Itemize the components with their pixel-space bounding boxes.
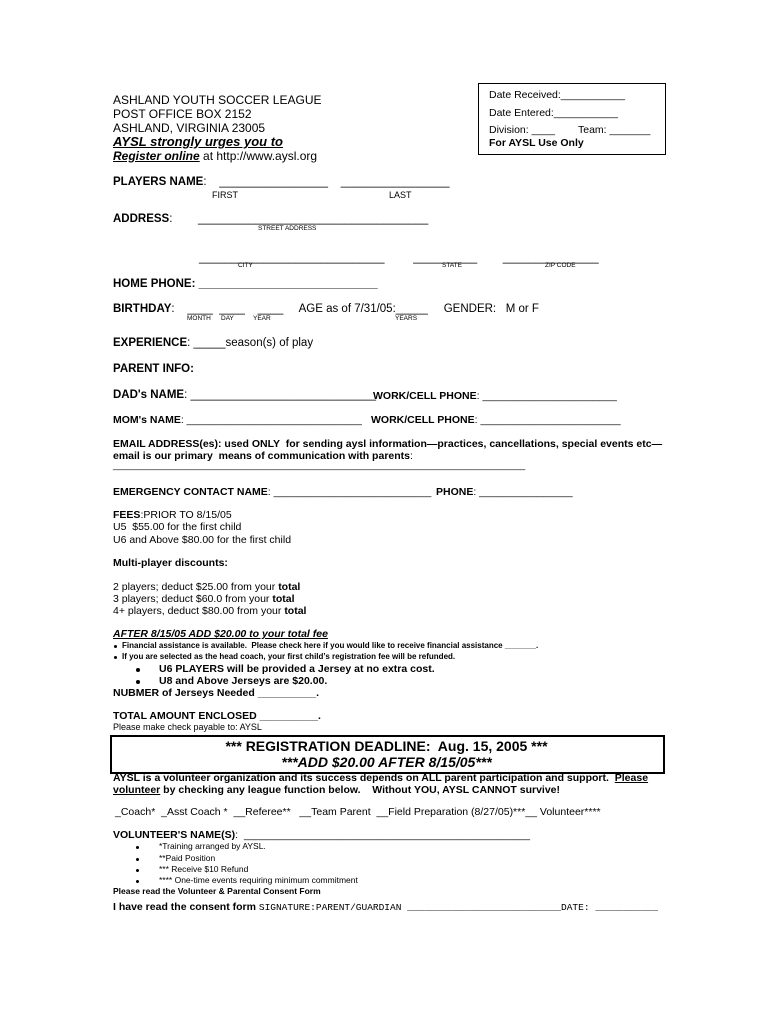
volunteer-names-row bbox=[113, 830, 530, 841]
address-line: : ____________________________________ bbox=[169, 213, 429, 225]
total-enclosed: TOTAL AMOUNT ENCLOSED __________. bbox=[113, 710, 321, 722]
parent-info-title: PARENT INFO: bbox=[113, 363, 194, 375]
email-line-1: EMAIL ADDRESS(es): used ONLY for sending aysl information—practices, cancellations, special events etc— bbox=[113, 438, 663, 450]
mom-phone-label: WORK/CELL PHONE bbox=[371, 414, 475, 426]
volunteer-intro-1 bbox=[113, 773, 648, 784]
first-caption: FIRST bbox=[212, 190, 238, 200]
mom-phone-row bbox=[371, 415, 621, 426]
discount-3-players bbox=[113, 594, 295, 605]
emergency-row bbox=[113, 487, 431, 498]
emergency-phone-label: PHONE bbox=[436, 486, 474, 498]
player-name-lines: : _________________ _________________ bbox=[203, 176, 450, 188]
fees-date: :PRIOR TO 8/15/05 bbox=[140, 509, 232, 521]
u8-jersey: U8 and Above Jerseys are $20.00. bbox=[159, 675, 328, 687]
email-blank-line: ______________________________________________________________________________ bbox=[113, 460, 526, 471]
bullet-dot-4 bbox=[136, 680, 140, 684]
city-caption: CITY bbox=[238, 262, 253, 269]
urge-text: AYSL strongly urges you to bbox=[113, 134, 283, 149]
signature-row bbox=[113, 898, 658, 914]
note-dot-4 bbox=[136, 880, 139, 883]
note-paid: **Paid Position bbox=[159, 853, 216, 863]
consent-form-note: Please read the Volunteer & Parental Consent Form bbox=[113, 886, 321, 896]
dad-phone-row bbox=[373, 391, 617, 402]
after-deadline-fee: AFTER 8/15/05 ADD $20.00 to your total fee bbox=[113, 628, 328, 640]
experience-label: EXPERIENCE bbox=[113, 337, 188, 349]
for-aysl-use-only: For AYSL Use Only bbox=[489, 137, 584, 149]
multi-player-title: Multi-player discounts: bbox=[113, 557, 228, 569]
discount-3-text: 3 players; deduct $60.0 from your bbox=[113, 593, 273, 605]
payable-to: Please make check payable to: AYSL bbox=[113, 722, 262, 732]
mom-name-label: MOM's NAME bbox=[113, 414, 181, 426]
experience-line: : _____season(s) of play bbox=[187, 337, 314, 349]
player-name-label: PLAYERS NAME bbox=[113, 176, 204, 188]
register-online bbox=[113, 150, 317, 162]
city-state: ASHLAND, VIRGINIA 23005 bbox=[113, 121, 266, 135]
discount-3-total: total bbox=[272, 593, 295, 605]
note-training: *Training arranged by AYSL. bbox=[159, 841, 266, 851]
note-dot-1 bbox=[136, 846, 139, 849]
address-label: ADDRESS bbox=[113, 213, 170, 225]
consent-read: I have read the consent form bbox=[113, 901, 259, 913]
u6-fee: U6 and Above $80.00 for the first child bbox=[113, 534, 292, 546]
birthday-label: BIRTHDAY bbox=[113, 303, 172, 315]
volunteer-roles: _Coach* _Asst Coach * __Referee** __Team Parent __Field Preparation (8/27/05)***__ Volunteer**** bbox=[115, 806, 601, 818]
note-dot-2 bbox=[136, 858, 139, 861]
day-caption: DAY bbox=[221, 315, 234, 322]
signature-line: SIGNATURE:PARENT/GUARDIAN ___________________________DATE: ___________ bbox=[258, 902, 658, 913]
discount-2-text: 2 players; deduct $25.00 from your bbox=[113, 581, 279, 593]
date-entered: Date Entered:___________ bbox=[489, 107, 619, 119]
discount-4-total: total bbox=[284, 605, 307, 617]
dad-name-row bbox=[113, 390, 376, 402]
registration-deadline: *** REGISTRATION DEADLINE: Aug. 15, 2005 *** bbox=[225, 738, 548, 754]
experience-row bbox=[113, 338, 313, 350]
dad-phone-label: WORK/CELL PHONE bbox=[373, 390, 477, 402]
discount-4-players bbox=[113, 606, 306, 617]
please-underlined: Please bbox=[614, 772, 649, 784]
emergency-label: EMERGENCY CONTACT NAME bbox=[113, 486, 268, 498]
bullet-dot-1 bbox=[114, 645, 117, 648]
note-refund: *** Receive $10 Refund bbox=[159, 864, 249, 874]
discount-2-total: total bbox=[278, 581, 301, 593]
years-caption: YEARS bbox=[395, 315, 418, 322]
u6-jersey: U6 PLAYERS will be provided a Jersey at no extra cost. bbox=[159, 663, 435, 675]
email-line-2-text: email is our primary means of communication with parents bbox=[113, 450, 410, 462]
dad-name-label: DAD's NAME bbox=[113, 389, 185, 401]
state-caption: STATE bbox=[442, 262, 462, 269]
team: Team: _______ bbox=[578, 124, 651, 136]
u5-fee: U5 $55.00 for the first child bbox=[113, 521, 242, 533]
head-coach-refund: If you are selected as the head coach, your first child’s registration fee will be refunded. bbox=[122, 652, 456, 661]
emergency-line: : ___________________________ bbox=[267, 486, 432, 498]
emergency-phone-line: : ________________ bbox=[473, 486, 573, 498]
dad-phone-line: : _______________________ bbox=[476, 390, 617, 402]
fees-title bbox=[113, 510, 232, 521]
address-row bbox=[113, 214, 428, 226]
dad-name-line: : _____________________________ bbox=[184, 389, 376, 401]
bullet-dot-3 bbox=[136, 668, 140, 672]
bullet-dot-2 bbox=[114, 656, 117, 659]
discount-4-text: 4+ players, deduct $80.00 from your bbox=[113, 605, 285, 617]
home-phone: HOME PHONE: ____________________________ bbox=[113, 278, 378, 290]
month-caption: MONTH bbox=[187, 315, 211, 322]
discount-2-players bbox=[113, 582, 300, 593]
jerseys-needed: NUBMER of Jerseys Needed __________. bbox=[113, 687, 320, 699]
note-one-time: **** One-time events requiring minimum commitment bbox=[159, 875, 358, 885]
player-name-row bbox=[113, 177, 450, 189]
email-line-2-end: : bbox=[410, 450, 413, 462]
volunteer-intro-1-text: AYSL is a volunteer organization and its success depends on ALL parent participation and support. bbox=[113, 772, 615, 784]
volunteer-underlined: volunteer bbox=[113, 784, 161, 796]
org-name: ASHLAND YOUTH SOCCER LEAGUE bbox=[113, 93, 322, 107]
last-caption: LAST bbox=[389, 190, 412, 200]
volunteer-intro-2 bbox=[113, 785, 560, 796]
volunteer-names-line: : _________________________________________________ bbox=[235, 829, 530, 841]
birthday-line: : ____ ____ ____ AGE as of 7/31/05:_____ GENDER: M or F bbox=[171, 303, 539, 315]
birthday-row bbox=[113, 304, 539, 316]
emergency-phone-row bbox=[436, 487, 573, 498]
note-dot-3 bbox=[136, 869, 139, 872]
mom-name-row bbox=[113, 415, 362, 426]
volunteer-names-label: VOLUNTEER'S NAME(S) bbox=[113, 829, 236, 841]
financial-assistance: Financial assistance is available. Please check here if you would like to receive financial assistance _______. bbox=[122, 641, 539, 650]
zip-caption: ZIP CODE bbox=[545, 262, 576, 269]
year-caption: YEAR bbox=[253, 315, 271, 322]
po-box: POST OFFICE BOX 2152 bbox=[113, 107, 252, 121]
late-fee: ***ADD $20.00 AFTER 8/15/05*** bbox=[281, 754, 492, 770]
mom-phone-line: : ________________________ bbox=[474, 414, 621, 426]
city-state-zip-lines: _____________________________ __________ _______________ bbox=[199, 252, 599, 264]
date-received: Date Received:___________ bbox=[489, 89, 626, 101]
mom-name-line: : ______________________________ bbox=[180, 414, 362, 426]
street-address-caption: STREET ADDRESS bbox=[258, 225, 317, 232]
volunteer-intro-2-text: by checking any league function below. Without YOU, AYSL CANNOT survive! bbox=[160, 784, 561, 796]
register-online-label: Register online bbox=[113, 149, 200, 163]
register-url: at http://www.aysl.org bbox=[199, 149, 318, 163]
division: Division: ____ bbox=[489, 124, 555, 136]
fees-label: FEES bbox=[113, 509, 141, 521]
